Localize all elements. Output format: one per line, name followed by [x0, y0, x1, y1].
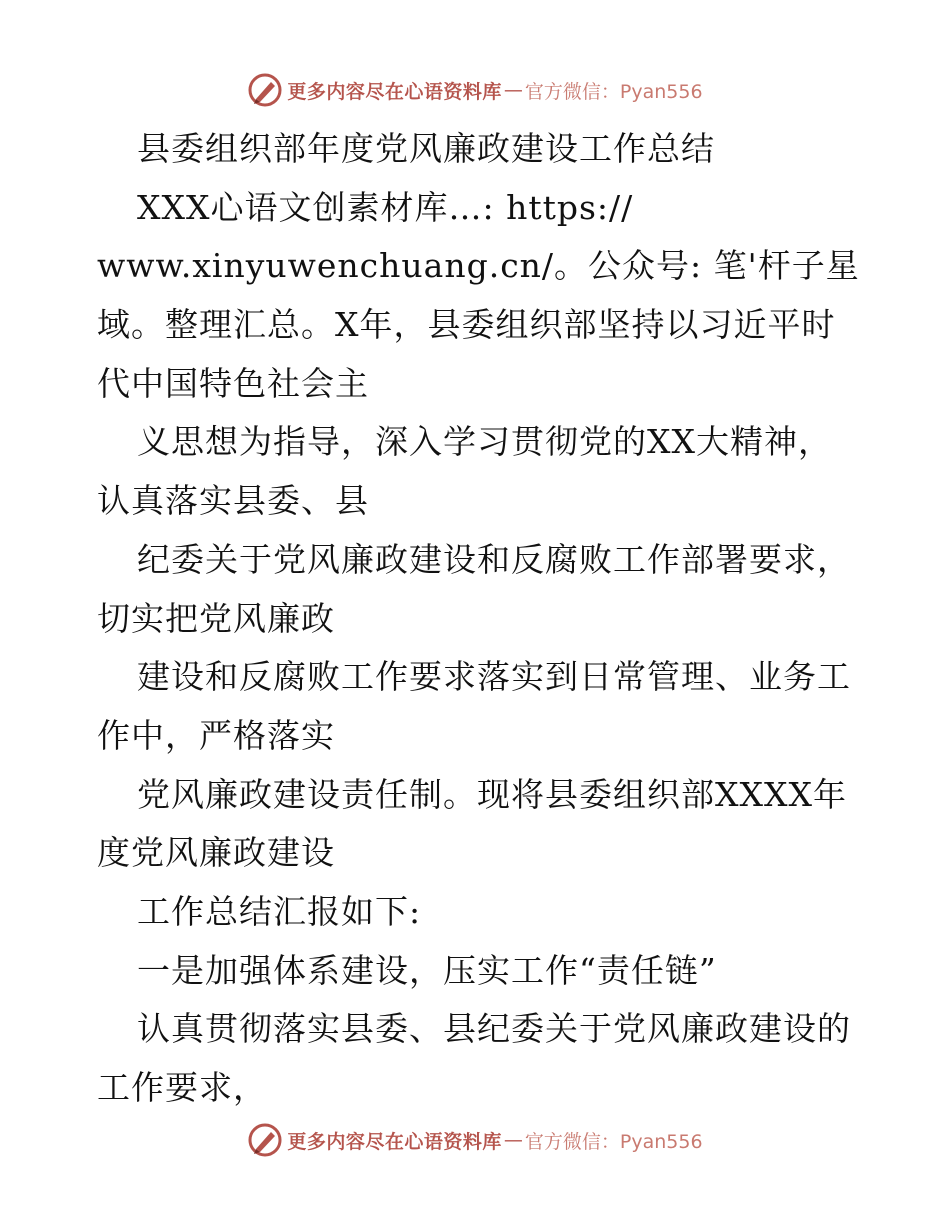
- header-banner: [0, 70, 950, 110]
- text-line: 作中，严格落实: [97, 715, 335, 755]
- text-line: 纪委关于党风廉政建设和反腐败工作部署要求，: [137, 539, 851, 579]
- text-line: 度党风廉政建设: [97, 833, 335, 873]
- banner-wechat: 官方微信：Pyan556: [524, 1130, 703, 1153]
- text-line: 认真贯彻落实县委、县纪委关于党风廉政建设的: [137, 1009, 851, 1049]
- text-line: 义思想为指导，深入学习贯彻党的XX大精神，: [137, 422, 832, 462]
- pen-logo-icon: [247, 72, 283, 108]
- text-line: 认真落实县委、县: [97, 481, 369, 521]
- text-line: www.xinyuwenchuang.cn/。公众号: 笔'杆子星: [97, 246, 860, 286]
- footer-banner: [0, 1120, 950, 1160]
- banner-text: 更多内容尽在心语资料库: [287, 1130, 502, 1153]
- banner-text: 更多内容尽在心语资料库: [287, 80, 502, 103]
- text-line: 党风廉政建设责任制。现将县委组织部XXXX年: [137, 774, 847, 814]
- document-body: [97, 120, 860, 1118]
- text-line: 切实把党风廉政: [97, 598, 335, 638]
- banner-separator: —: [503, 79, 523, 101]
- pen-logo-icon: [247, 1122, 283, 1158]
- text-line: 一是加强体系建设，压实工作“责任链”: [137, 950, 717, 990]
- text-line: 代中国特色社会主: [97, 363, 369, 403]
- text-line: XXX心语文创素材库…: https://: [137, 187, 634, 227]
- text-line: 工作总结汇报如下:: [137, 891, 422, 931]
- text-line: 域。整理汇总。X年，县委组织部坚持以习近平时: [97, 305, 836, 345]
- text-line: 建设和反腐败工作要求落实到日常管理、业务工: [137, 657, 851, 697]
- banner-wechat: 官方微信：Pyan556: [524, 80, 703, 103]
- banner-separator: —: [503, 1129, 523, 1151]
- text-line: 县委组织部年度党风廉政建设工作总结: [137, 129, 715, 168]
- text-line: 工作要求，: [97, 1068, 267, 1107]
